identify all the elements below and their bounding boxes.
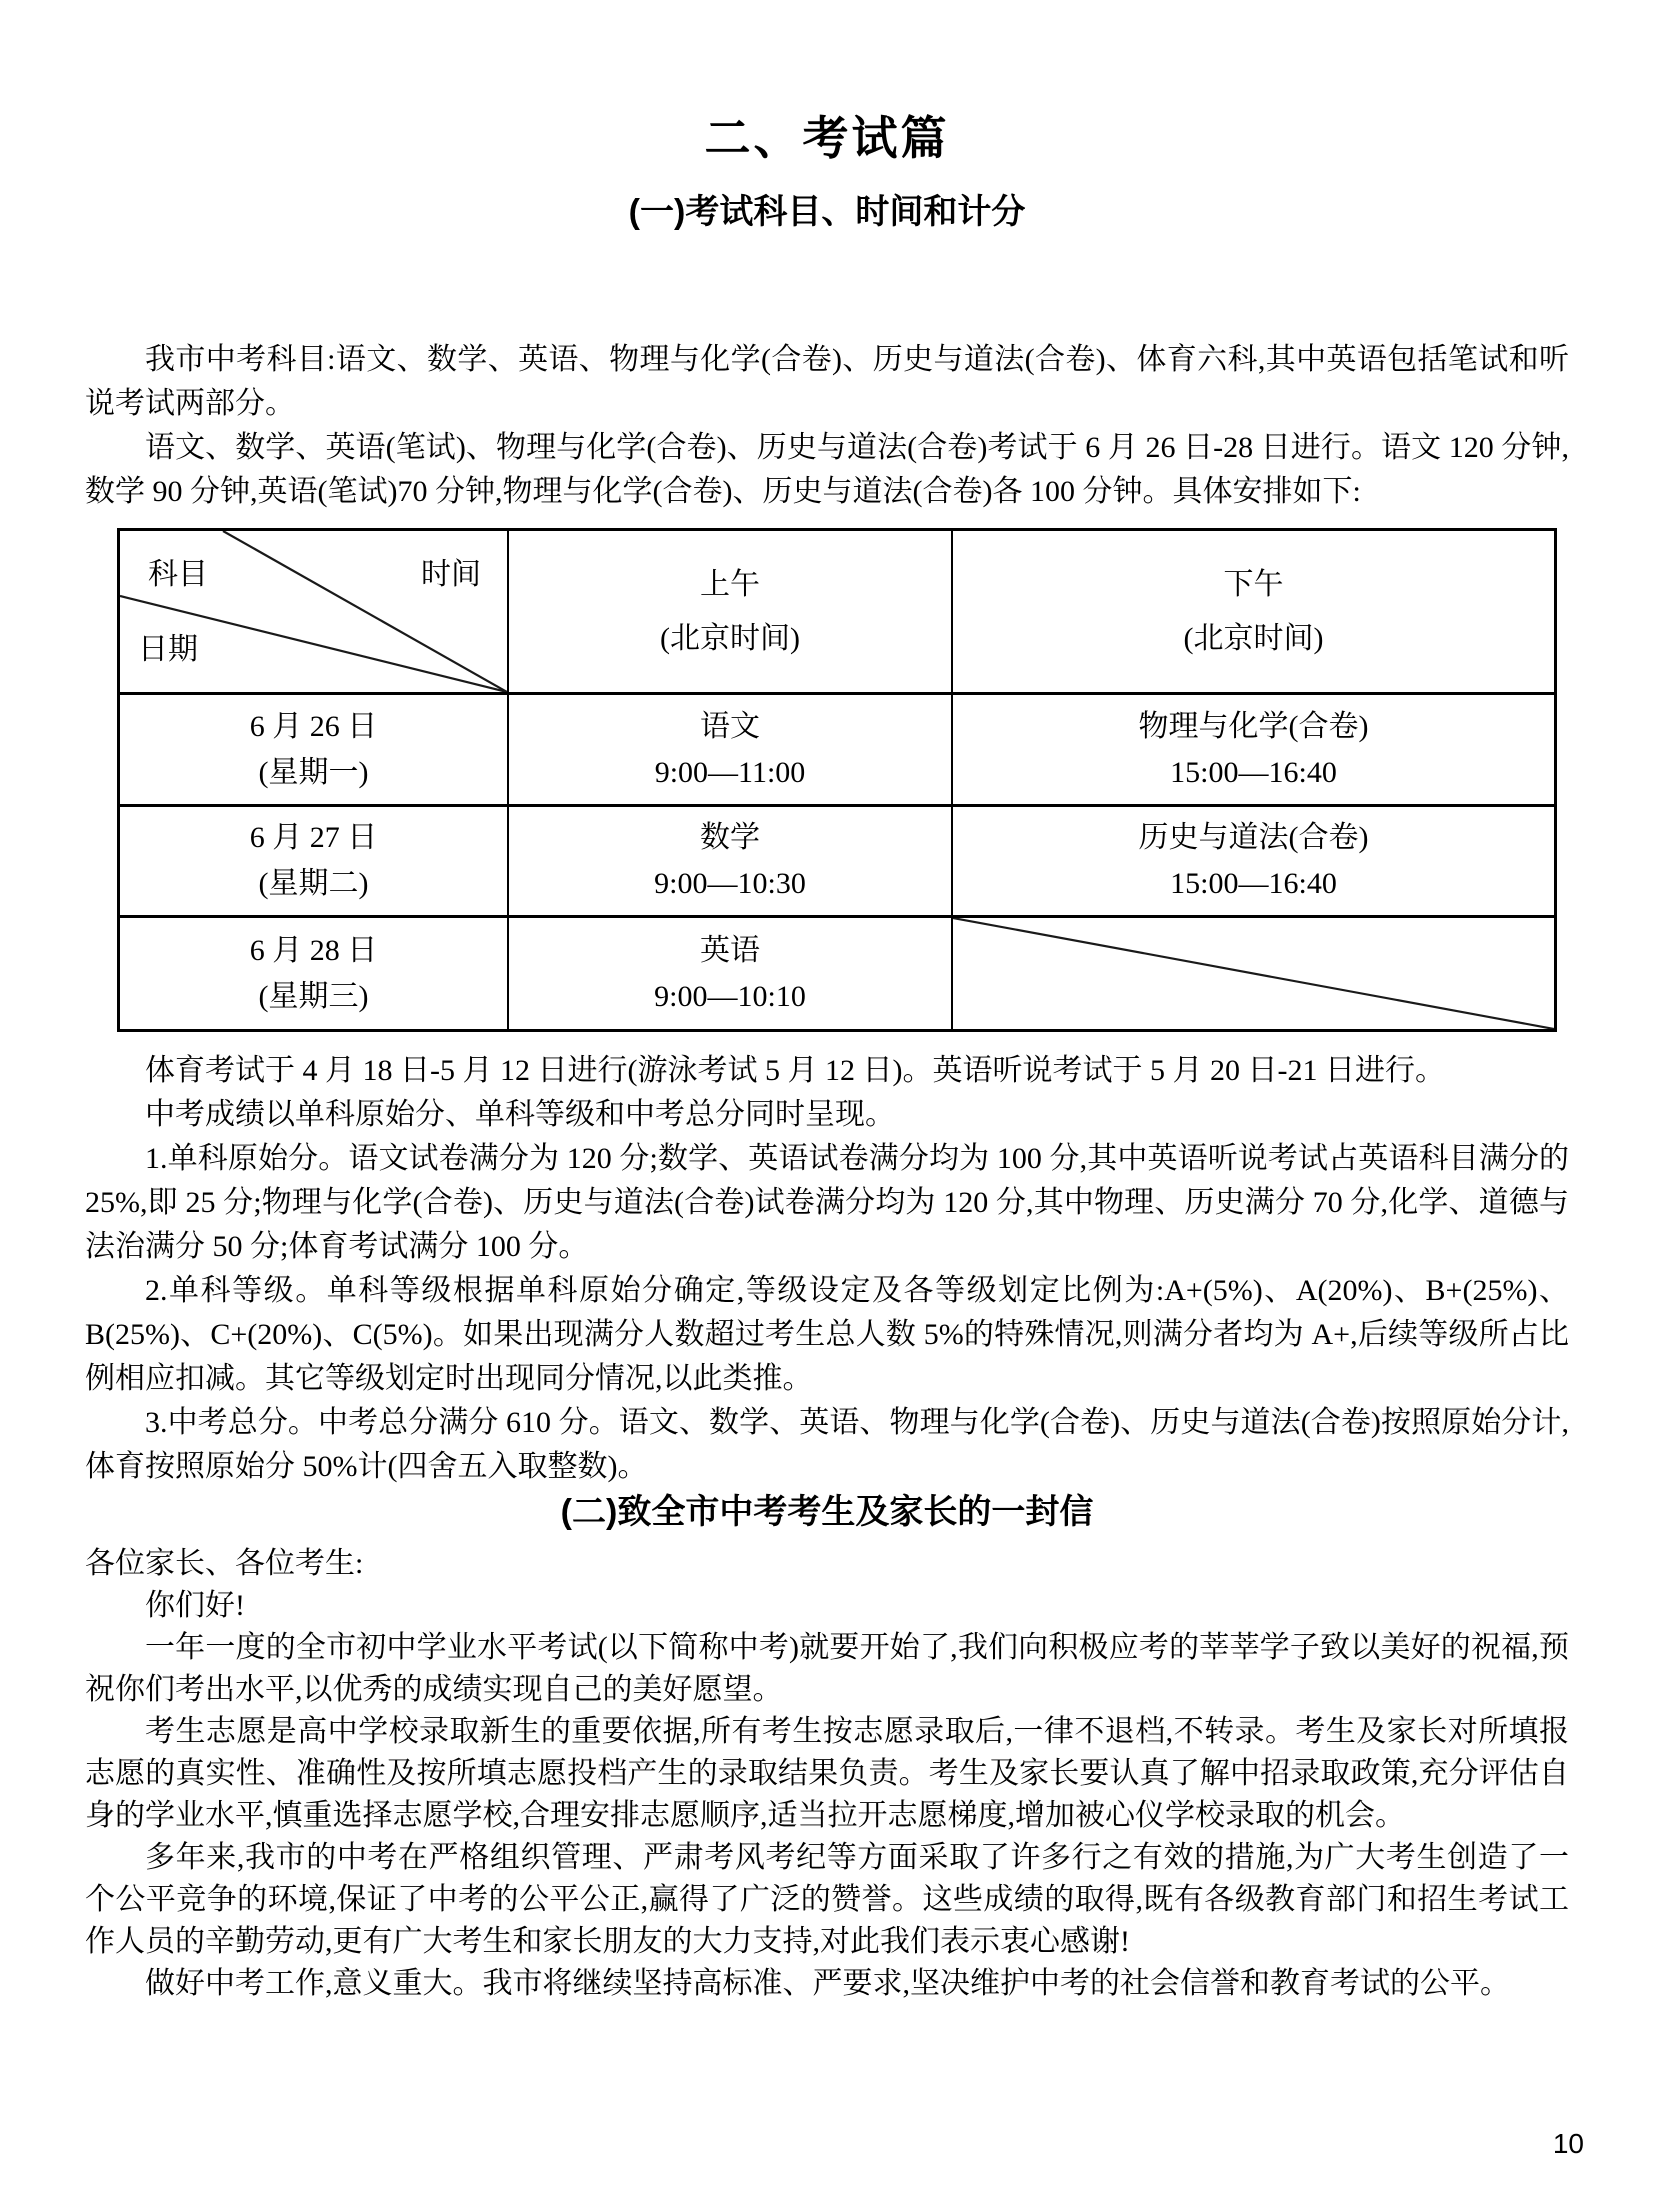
letter-paragraph-4: 做好中考工作,意义重大。我市将继续坚持高标准、严要求,坚决维护中考的社会信誉和教育考试的公平。 bbox=[145, 1967, 1510, 2000]
corner-time-label: 时间 bbox=[421, 558, 481, 591]
pm-cell-june26 bbox=[951, 692, 1554, 804]
letter-paragraph-3: 多年来,我市的中考在严格组织管理、严肃考风考纪等方面采取了许多行之有效的措施,为广大考生创造了一个公平竞争的环境,保证了中考的公平公正,赢得了广泛的赞誉。这些成绩的取得,既有各级教育部门和招生考试工作人员的辛勤劳动,更有广大考生和家长朋友的大力支持,对此我们表示衷心感谢! bbox=[85, 1841, 1569, 1958]
note-paragraph-1: 体育考试于 4 月 18 日-5 月 12 日进行(游泳考试 5 月 12 日)。英语听说考试于 5 月 20 日-21 日进行。 bbox=[145, 1054, 1445, 1087]
am-cell-june27 bbox=[507, 804, 951, 915]
morning-header-title: 上午 bbox=[700, 567, 760, 601]
letter-salutation: 各位家长、各位考生: bbox=[85, 1547, 364, 1580]
letter-paragraph-2: 考生志愿是高中学校录取新生的重要依据,所有考生按志愿录取后,一律不退档,不转录。考生及家长对所填报志愿的真实性、准确性及按所填志愿投档产生的录取结果负责。考生及家长要认真了解中招录取政策,充分评估自身的学业水平,慎重选择志愿学校,合理安排志愿顺序,适当拉开志愿梯度,增加被心仪学校录取的机会。 bbox=[85, 1715, 1569, 1832]
diagonal-divider-lines bbox=[120, 531, 507, 692]
pm-cell-june27 bbox=[951, 804, 1554, 915]
note-paragraph-4: 2.单科等级。单科等级根据单科原始分确定,等级设定及各等级划定比例为:A+(5%)、A(20%)、B+(25%)、B(25%)、C+(20%)、C(5%)。如果出现满分人数超过考生总人数 5%的特殊情况,则满分者均为 A+,后续等级所占比例相应扣减。其它等级划定时出现同分情况,以此类推。 bbox=[85, 1274, 1569, 1395]
weekday-text: (星期三) bbox=[258, 979, 369, 1013]
letter-paragraph-1: 一年一度的全市初中学业水平考试(以下简称中考)就要开始了,我们向积极应考的莘莘学子致以美好的祝福,预祝你们考出水平,以优秀的成绩实现自己的美好愿望。 bbox=[85, 1631, 1569, 1706]
date-text: 6 月 28 日 bbox=[249, 933, 378, 967]
pm-subject: 物理与化学(合卷) bbox=[1138, 709, 1369, 743]
exam-schedule-table bbox=[117, 528, 1557, 1032]
section2-heading: (二)致全市中考考生及家长的一封信 bbox=[560, 1493, 1094, 1531]
am-cell-june26 bbox=[507, 692, 951, 804]
afternoon-header-subtitle: (北京时间) bbox=[1183, 621, 1324, 655]
pm-time: 15:00—16:40 bbox=[1170, 755, 1337, 789]
note-paragraph-3: 1.单科原始分。语文试卷满分为 120 分;数学、英语试卷满分均为 100 分,其中英语听说考试占英语科目满分的 25%,即 25 分;物理与化学(合卷)、历史与道法(合卷)试卷满分均为 120 分,其中物理、历史满分 70 分,化学、道德与法治满分 50 分;体育考试满分 100 分。 bbox=[85, 1142, 1569, 1263]
am-time: 9:00—11:00 bbox=[654, 755, 806, 789]
intro-paragraph-1: 我市中考科目:语文、数学、英语、物理与化学(合卷)、历史与道法(合卷)、体育六科,其中英语包括笔试和听说考试两部分。 bbox=[85, 343, 1569, 420]
weekday-text: (星期二) bbox=[258, 867, 369, 900]
table-corner-cell bbox=[120, 531, 507, 692]
pm-cell-june28-empty bbox=[951, 915, 1554, 1029]
date-cell-june28 bbox=[120, 915, 507, 1029]
date-text: 6 月 26 日 bbox=[249, 709, 378, 743]
am-time: 9:00—10:30 bbox=[654, 867, 806, 900]
am-subject: 语文 bbox=[700, 709, 760, 743]
pm-time: 15:00—16:40 bbox=[1170, 867, 1337, 900]
afternoon-header-cell bbox=[951, 531, 1554, 692]
date-cell-june27 bbox=[120, 804, 507, 915]
note-paragraph-5: 3.中考总分。中考总分满分 610 分。语文、数学、英语、物理与化学(合卷)、历史与道法(合卷)按照原始分计,体育按照原始分 50%计(四舍五入取整数)。 bbox=[85, 1406, 1569, 1483]
section1-heading: (一)考试科目、时间和计分 bbox=[628, 193, 1026, 231]
am-cell-june28 bbox=[507, 915, 951, 1029]
weekday-text: (星期一) bbox=[258, 755, 369, 789]
main-title: 二、考试篇 bbox=[704, 112, 950, 164]
am-subject: 数学 bbox=[700, 821, 760, 854]
corner-subject-label: 科目 bbox=[148, 558, 208, 591]
am-time: 9:00—10:10 bbox=[654, 979, 806, 1013]
letter-body bbox=[85, 1543, 1569, 2005]
morning-header-cell bbox=[507, 531, 951, 692]
note-paragraph-2: 中考成绩以单科原始分、单科等级和中考总分同时呈现。 bbox=[145, 1098, 895, 1131]
corner-date-label: 日期 bbox=[138, 633, 198, 666]
afternoon-header-title: 下午 bbox=[1223, 567, 1284, 601]
morning-header-subtitle: (北京时间) bbox=[660, 621, 800, 655]
letter-greeting: 你们好! bbox=[145, 1589, 245, 1622]
am-subject: 英语 bbox=[700, 933, 760, 967]
intro-paragraph-2: 语文、数学、英语(笔试)、物理与化学(合卷)、历史与道法(合卷)考试于 6 月 26 日-28 日进行。语文 120 分钟,数学 90 分钟,英语(笔试)70 分钟,物理与化学(合卷)、历史与道法(合卷)各 100 分钟。具体安排如下: bbox=[85, 431, 1569, 508]
date-text: 6 月 27 日 bbox=[249, 821, 378, 854]
date-cell-june26 bbox=[120, 692, 507, 804]
page-number: 10 bbox=[1552, 2128, 1584, 2159]
empty-cell-diagonal-line bbox=[953, 918, 1554, 1029]
pm-subject: 历史与道法(合卷) bbox=[1138, 821, 1369, 854]
